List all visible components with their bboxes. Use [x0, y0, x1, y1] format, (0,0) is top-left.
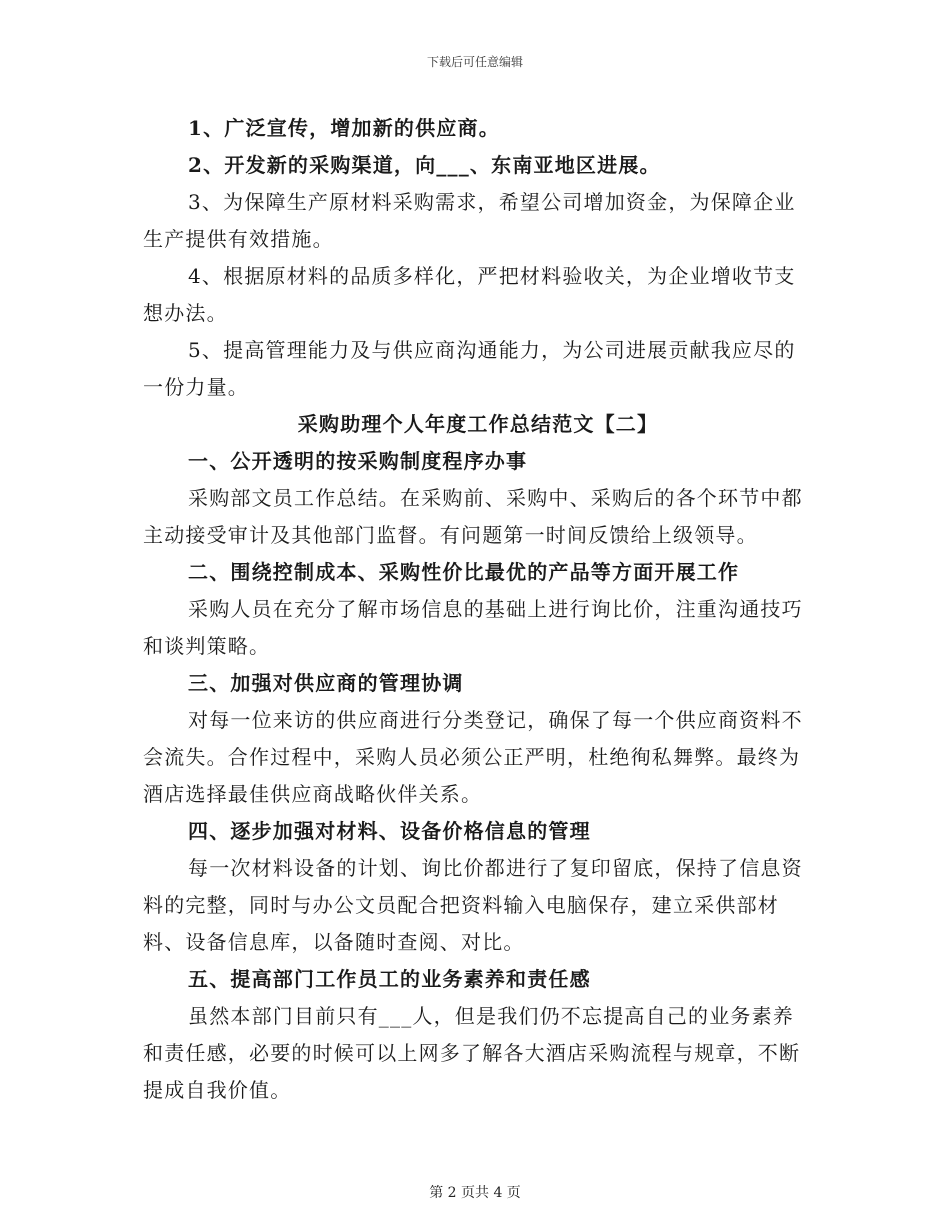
- heading-2: 二、围绕控制成本、采购性价比最优的产品等方面开展工作: [188, 560, 740, 584]
- document-body: [143, 110, 813, 1109]
- heading-4: 四、逐步加强对材料、设备价格信息的管理: [188, 819, 591, 843]
- body-1: 采购部文员工作总结。在采购前、采购中、采购后的各个环节中都主动接受审计及其他部门监督。有问题第一时间反馈给上级领导。: [143, 486, 803, 547]
- body-3: 对每一位来访的供应商进行分类登记，确保了每一个供应商资料不会流失。合作过程中，采购人员必须公正严明，杜绝徇私舞弊。最终为酒店选择最佳供应商战略伙伴关系。: [143, 708, 803, 806]
- heading-5: 五、提高部门工作员工的业务素养和责任感: [188, 967, 591, 991]
- section-title: 采购助理个人年度工作总结范文【二】: [297, 412, 659, 436]
- paragraph-1: 1、广泛宣传，增加新的供应商。: [188, 116, 500, 140]
- paragraph-2: 2、开发新的采购渠道，向___、东南亚地区进展。: [188, 153, 661, 177]
- body-4: 每一次材料设备的计划、询比价都进行了复印留底，保持了信息资料的完整，同时与办公文员配合把资料输入电脑保存，建立采供部材料、设备信息库，以备随时查阅、对比。: [143, 856, 803, 954]
- page-header: 下载后可任意编辑: [426, 55, 523, 69]
- heading-3: 三、加强对供应商的管理协调: [188, 671, 464, 695]
- page-footer: 第 2 页共 4 页: [429, 1185, 521, 1201]
- paragraph-3: 3、为保障生产原材料采购需求，希望公司增加资金，为保障企业生产提供有效措施。: [143, 190, 796, 251]
- body-5: 虽然本部门目前只有___人，但是我们仍不忘提高自己的业务素养和责任感，必要的时候可以上网多了解各大酒店采购流程与规章，不断提成自我价值。: [143, 1004, 801, 1102]
- paragraph-4: 4、根据原材料的品质多样化，严把材料验收关，为企业增收节支想办法。: [143, 264, 796, 325]
- body-2: 采购人员在充分了解市场信息的基础上进行询比价，注重沟通技巧和谈判策略。: [143, 597, 803, 658]
- paragraph-5: 5、提高管理能力及与供应商沟通能力，为公司进展贡献我应尽的一份力量。: [143, 338, 796, 399]
- heading-1: 一、公开透明的按采购制度程序办事: [188, 449, 528, 473]
